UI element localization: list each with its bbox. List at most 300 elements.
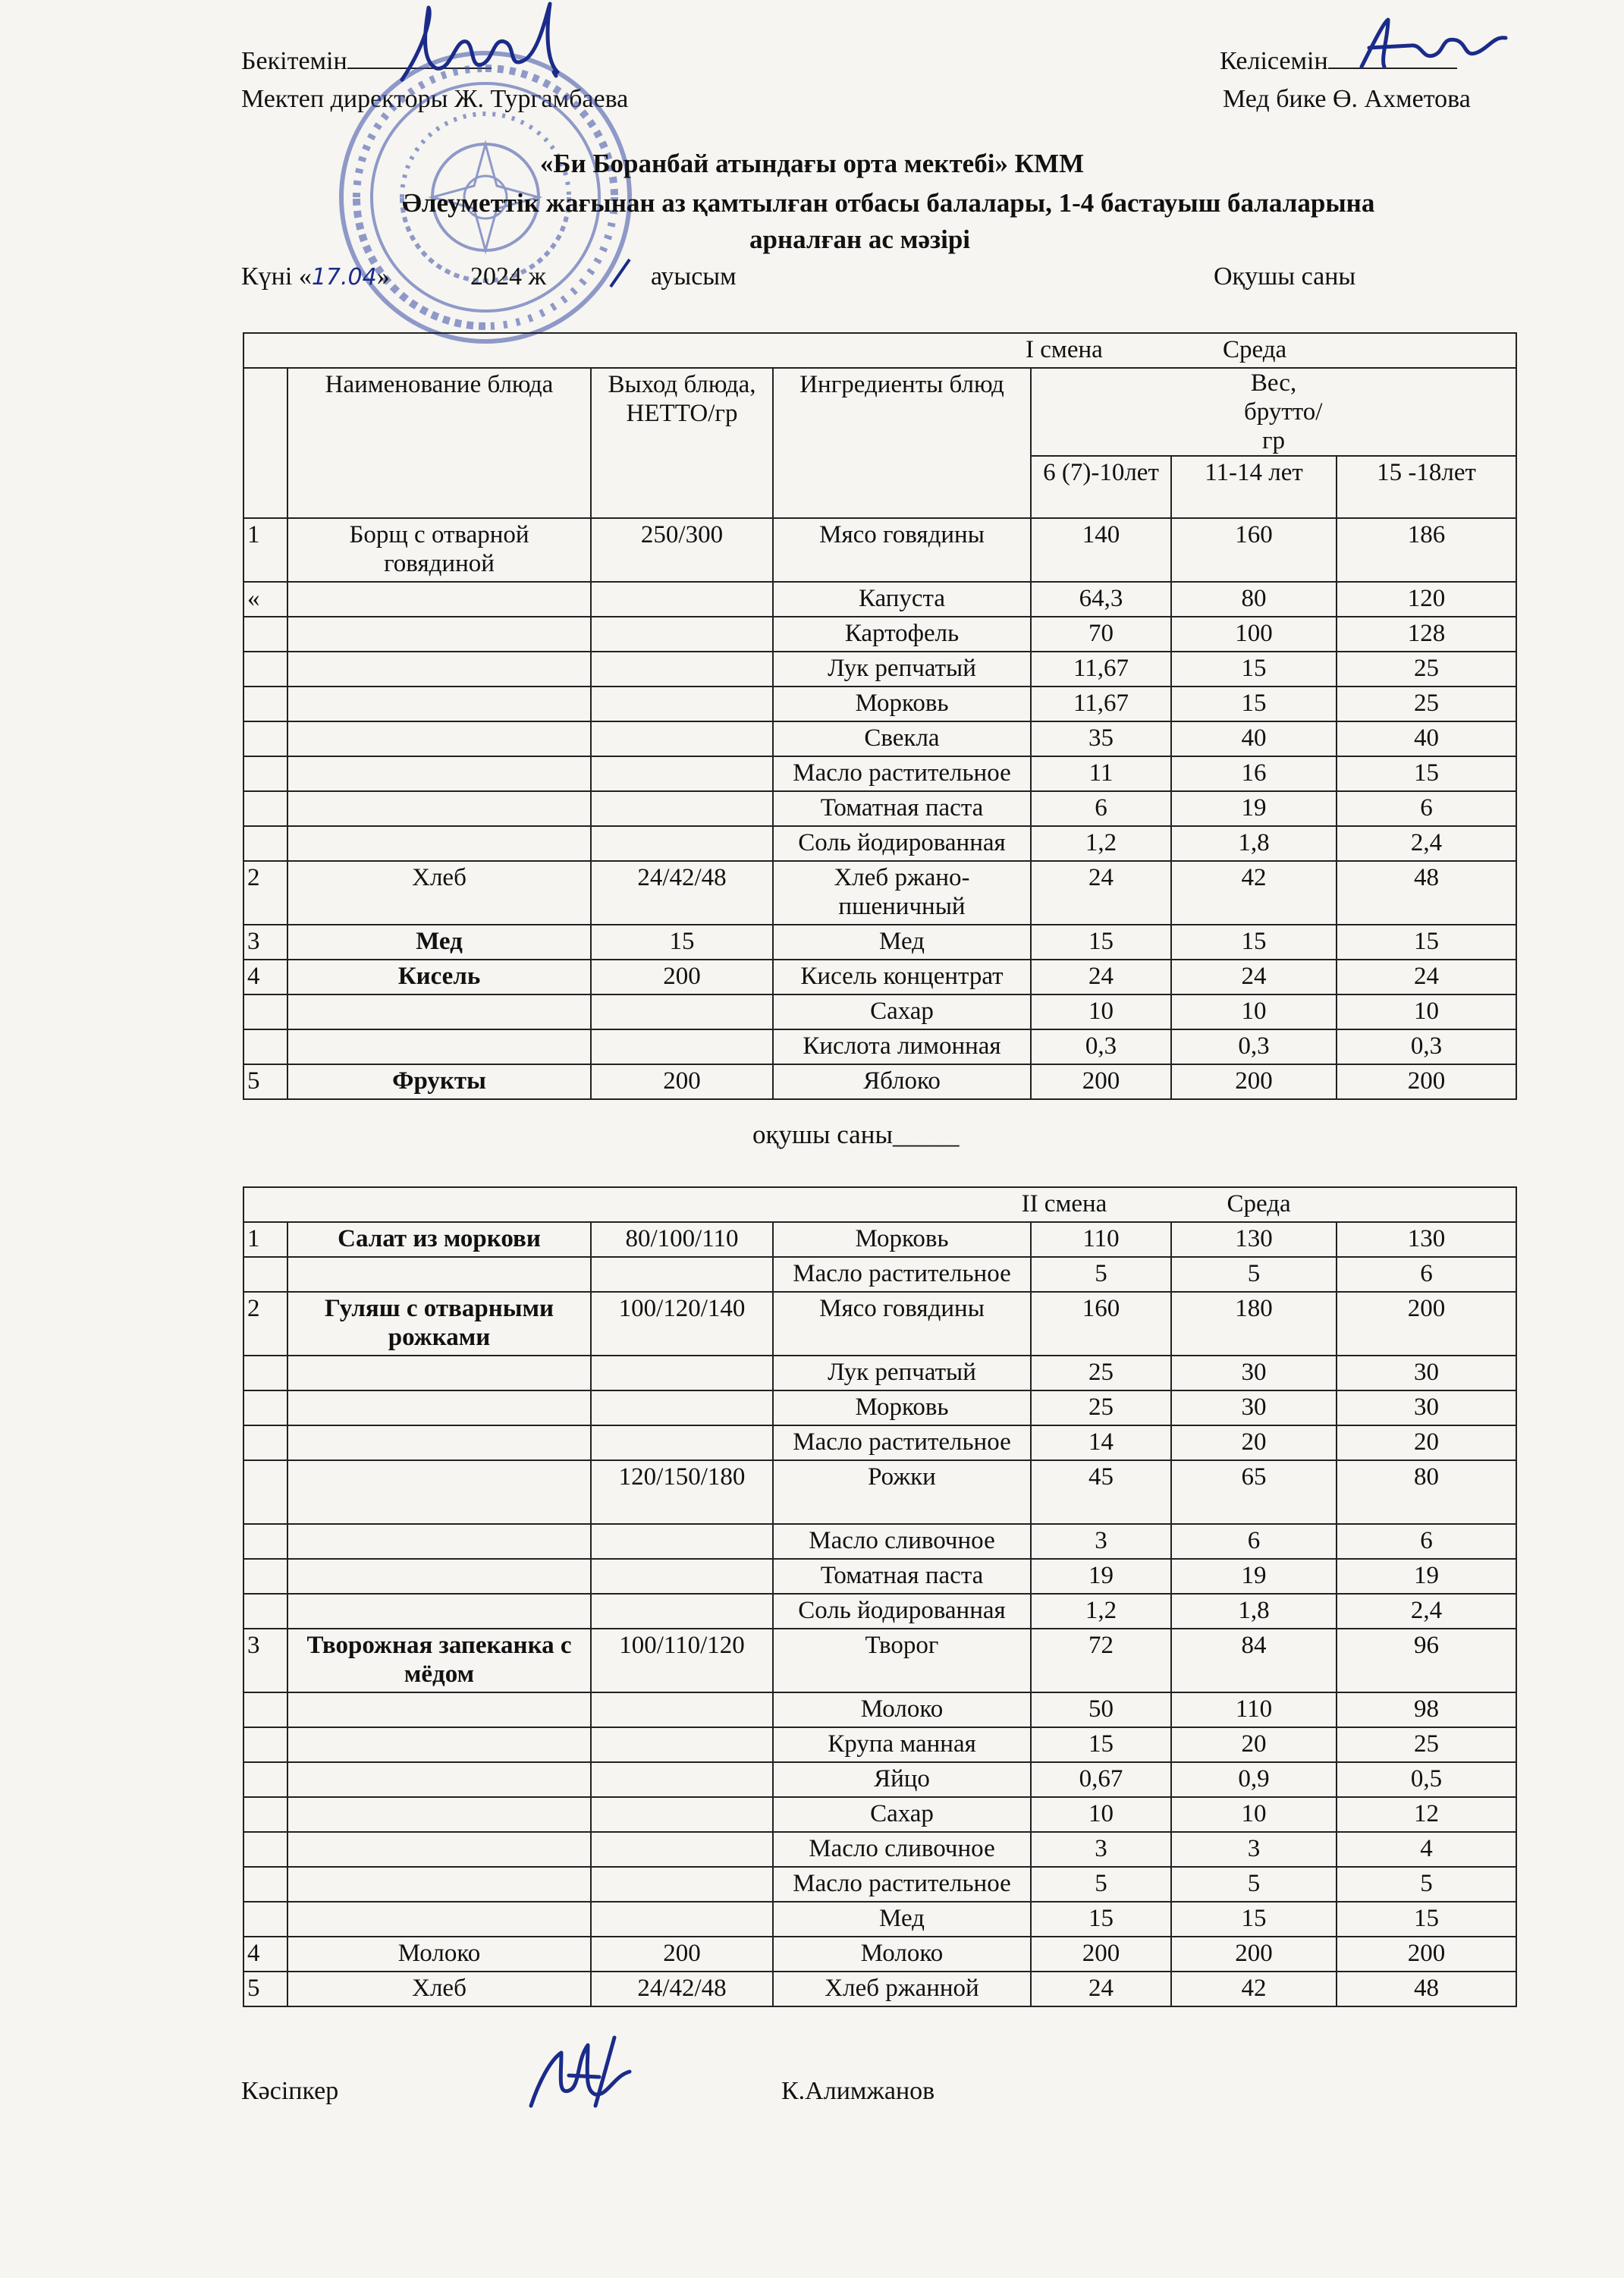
col-weight: Вес, брутто/ гр bbox=[1031, 368, 1516, 456]
weight-age-3: 19 bbox=[1337, 1559, 1516, 1594]
ingredient-name: Кисель концентрат bbox=[773, 960, 1031, 994]
weight-age-2: 1,8 bbox=[1171, 1594, 1337, 1629]
weight-age-2: 160 bbox=[1171, 518, 1337, 582]
dish-output: 200 bbox=[591, 1064, 773, 1099]
weight-age-1: 160 bbox=[1031, 1292, 1171, 1356]
row-number bbox=[243, 1356, 287, 1390]
row-number bbox=[243, 617, 287, 652]
table-row bbox=[243, 791, 1516, 826]
weight-age-2: 19 bbox=[1171, 1559, 1337, 1594]
row-number bbox=[243, 1559, 287, 1594]
row-number: 3 bbox=[243, 1629, 287, 1692]
weight-age-1: 15 bbox=[1031, 925, 1171, 960]
row-number: 1 bbox=[243, 1222, 287, 1257]
dish-name bbox=[287, 1594, 591, 1629]
weight-age-1: 110 bbox=[1031, 1222, 1171, 1257]
weight-age-1: 24 bbox=[1031, 1972, 1171, 2006]
dish-output bbox=[591, 1029, 773, 1064]
row-number: 4 bbox=[243, 960, 287, 994]
menu-table-shift-1 bbox=[243, 332, 1517, 1100]
table-row bbox=[243, 1559, 1516, 1594]
dish-output: 250/300 bbox=[591, 518, 773, 582]
ingredient-name: Морковь bbox=[773, 1390, 1031, 1425]
dish-name bbox=[287, 1356, 591, 1390]
agree-label: Келісемін bbox=[1220, 47, 1457, 76]
ingredient-name: Сахар bbox=[773, 994, 1031, 1029]
ingredient-name: Рожки bbox=[773, 1460, 1031, 1524]
row-number: « bbox=[243, 582, 287, 617]
weight-age-2: 3 bbox=[1171, 1832, 1337, 1867]
row-number: 2 bbox=[243, 861, 287, 925]
dish-output bbox=[591, 1692, 773, 1727]
row-number bbox=[243, 652, 287, 687]
table-row bbox=[243, 1972, 1516, 2006]
dish-output bbox=[591, 652, 773, 687]
weight-age-1: 11,67 bbox=[1031, 687, 1171, 721]
weight-age-2: 24 bbox=[1171, 960, 1337, 994]
dish-name bbox=[287, 1559, 591, 1594]
dish-name: Мед bbox=[287, 925, 591, 960]
weight-age-1: 24 bbox=[1031, 861, 1171, 925]
col-dish-name: Наименование блюда bbox=[287, 368, 591, 518]
row-number: 1 bbox=[243, 518, 287, 582]
ingredient-name: Масло растительное bbox=[773, 1425, 1031, 1460]
ingredient-name: Мед bbox=[773, 1902, 1031, 1937]
weight-age-3: 30 bbox=[1337, 1390, 1516, 1425]
weight-age-1: 15 bbox=[1031, 1727, 1171, 1762]
weight-age-3: 12 bbox=[1337, 1797, 1516, 1832]
table-row bbox=[243, 1902, 1516, 1937]
table-caption-row bbox=[243, 333, 1516, 368]
table-row bbox=[243, 1797, 1516, 1832]
weight-age-1: 200 bbox=[1031, 1064, 1171, 1099]
ingredient-name: Яблоко bbox=[773, 1064, 1031, 1099]
row-number bbox=[243, 1524, 287, 1559]
dish-name bbox=[287, 1390, 591, 1425]
dish-name bbox=[287, 1797, 591, 1832]
weight-age-2: 20 bbox=[1171, 1727, 1337, 1762]
day-label: Күні « bbox=[241, 262, 312, 291]
dish-output bbox=[591, 1257, 773, 1292]
dish-output bbox=[591, 1594, 773, 1629]
weight-age-3: 5 bbox=[1337, 1867, 1516, 1902]
dish-output: 100/110/120 bbox=[591, 1629, 773, 1692]
weight-age-3: 40 bbox=[1337, 721, 1516, 756]
weight-age-3: 128 bbox=[1337, 617, 1516, 652]
weight-age-2: 200 bbox=[1171, 1937, 1337, 1972]
weight-age-1: 1,2 bbox=[1031, 1594, 1171, 1629]
table-row bbox=[243, 1629, 1516, 1692]
table-row bbox=[243, 925, 1516, 960]
dish-name: Хлеб bbox=[287, 861, 591, 925]
dish-output bbox=[591, 721, 773, 756]
weight-age-1: 5 bbox=[1031, 1867, 1171, 1902]
weight-age-2: 100 bbox=[1171, 617, 1337, 652]
weight-age-1: 64,3 bbox=[1031, 582, 1171, 617]
weight-age-3: 6 bbox=[1337, 791, 1516, 826]
table-row bbox=[243, 1390, 1516, 1425]
dish-name bbox=[287, 721, 591, 756]
weight-age-2: 15 bbox=[1171, 925, 1337, 960]
table-row bbox=[243, 1064, 1516, 1099]
weight-age-3: 25 bbox=[1337, 687, 1516, 721]
row-number bbox=[243, 756, 287, 791]
row-number bbox=[243, 826, 287, 861]
row-number bbox=[243, 1460, 287, 1524]
ingredient-name: Масло растительное bbox=[773, 1257, 1031, 1292]
weight-age-2: 30 bbox=[1171, 1390, 1337, 1425]
table-row bbox=[243, 1292, 1516, 1356]
ingredient-name: Масло растительное bbox=[773, 756, 1031, 791]
row-number bbox=[243, 1762, 287, 1797]
weight-age-2: 20 bbox=[1171, 1425, 1337, 1460]
table-row bbox=[243, 756, 1516, 791]
dish-name bbox=[287, 994, 591, 1029]
dish-name: Кисель bbox=[287, 960, 591, 994]
weight-age-2: 200 bbox=[1171, 1064, 1337, 1099]
ingredient-name: Морковь bbox=[773, 687, 1031, 721]
dish-output bbox=[591, 1356, 773, 1390]
dish-output bbox=[591, 1559, 773, 1594]
weight-age-3: 6 bbox=[1337, 1257, 1516, 1292]
dish-name bbox=[287, 1902, 591, 1937]
ingredient-name: Соль йодированная bbox=[773, 826, 1031, 861]
dish-output: 24/42/48 bbox=[591, 861, 773, 925]
weight-age-3: 120 bbox=[1337, 582, 1516, 617]
weight-age-2: 6 bbox=[1171, 1524, 1337, 1559]
table-row bbox=[243, 617, 1516, 652]
dish-name bbox=[287, 826, 591, 861]
ingredient-name: Мясо говядины bbox=[773, 1292, 1031, 1356]
row-number bbox=[243, 1692, 287, 1727]
row-number bbox=[243, 721, 287, 756]
weight-age-2: 30 bbox=[1171, 1356, 1337, 1390]
weight-age-1: 0,3 bbox=[1031, 1029, 1171, 1064]
table-row bbox=[243, 518, 1516, 582]
weight-age-1: 140 bbox=[1031, 518, 1171, 582]
dish-output bbox=[591, 687, 773, 721]
weight-age-2: 15 bbox=[1171, 1902, 1337, 1937]
weight-age-1: 10 bbox=[1031, 1797, 1171, 1832]
dish-name bbox=[287, 1867, 591, 1902]
weight-age-2: 5 bbox=[1171, 1867, 1337, 1902]
director-name: Мектеп директоры Ж. Тургамбаева bbox=[241, 85, 629, 113]
table-row bbox=[243, 994, 1516, 1029]
ingredient-name: Хлеб ржанной bbox=[773, 1972, 1031, 2006]
weight-age-3: 15 bbox=[1337, 1902, 1516, 1937]
row-number bbox=[243, 1832, 287, 1867]
row-number bbox=[243, 1257, 287, 1292]
dish-output: 200 bbox=[591, 1937, 773, 1972]
ingredient-name: Масло сливочное bbox=[773, 1524, 1031, 1559]
ingredient-name: Кислота лимонная bbox=[773, 1029, 1031, 1064]
weight-age-3: 10 bbox=[1337, 994, 1516, 1029]
ingredient-name: Творог bbox=[773, 1629, 1031, 1692]
shift-caption: II смена bbox=[1021, 1190, 1107, 1218]
weight-age-2: 16 bbox=[1171, 756, 1337, 791]
weight-age-1: 35 bbox=[1031, 721, 1171, 756]
table-row bbox=[243, 1222, 1516, 1257]
row-number bbox=[243, 1594, 287, 1629]
dish-name bbox=[287, 1524, 591, 1559]
menu-subtitle-1: Әлеуметтік жағынан аз қамтылған отбасы балалары, 1-4 бастауыш балаларына bbox=[402, 188, 1375, 218]
year-label: 2024 ж bbox=[470, 262, 546, 291]
dish-output bbox=[591, 1524, 773, 1559]
row-number: 4 bbox=[243, 1937, 287, 1972]
dish-name bbox=[287, 756, 591, 791]
dish-output bbox=[591, 1867, 773, 1902]
approve-label: Бекітемін bbox=[241, 47, 492, 76]
weight-age-3: 48 bbox=[1337, 861, 1516, 925]
dish-name bbox=[287, 1257, 591, 1292]
ingredient-name: Капуста bbox=[773, 582, 1031, 617]
weight-age-1: 50 bbox=[1031, 1692, 1171, 1727]
weight-age-1: 72 bbox=[1031, 1629, 1171, 1692]
dish-output: 80/100/110 bbox=[591, 1222, 773, 1257]
table-row bbox=[243, 1594, 1516, 1629]
dish-name: Хлеб bbox=[287, 1972, 591, 2006]
dish-output bbox=[591, 994, 773, 1029]
dish-name bbox=[287, 1029, 591, 1064]
dish-output bbox=[591, 1762, 773, 1797]
row-number bbox=[243, 1029, 287, 1064]
nurse-name: Мед бике Ө. Ахметова bbox=[1223, 85, 1471, 113]
weight-age-3: 96 bbox=[1337, 1629, 1516, 1692]
date-line bbox=[241, 262, 390, 291]
row-number: 3 bbox=[243, 925, 287, 960]
dish-name: Творожная запеканка с мёдом bbox=[287, 1629, 591, 1692]
weight-age-1: 5 bbox=[1031, 1257, 1171, 1292]
dish-name bbox=[287, 1692, 591, 1727]
row-number bbox=[243, 791, 287, 826]
table-row bbox=[243, 1762, 1516, 1797]
table-row bbox=[243, 582, 1516, 617]
dish-output bbox=[591, 1727, 773, 1762]
weight-age-2: 0,9 bbox=[1171, 1762, 1337, 1797]
quote-close: » bbox=[376, 262, 390, 291]
weight-age-1: 25 bbox=[1031, 1390, 1171, 1425]
shift-label: ауысым bbox=[651, 262, 737, 291]
ingredient-name: Масло растительное bbox=[773, 1867, 1031, 1902]
ingredient-name: Лук репчатый bbox=[773, 652, 1031, 687]
students-count-label: Оқушы саны bbox=[1214, 262, 1356, 291]
weight-age-2: 10 bbox=[1171, 1797, 1337, 1832]
dish-output bbox=[591, 1902, 773, 1937]
weight-age-1: 70 bbox=[1031, 617, 1171, 652]
table-header-row bbox=[243, 368, 1516, 456]
weight-age-1: 3 bbox=[1031, 1524, 1171, 1559]
weight-age-2: 1,8 bbox=[1171, 826, 1337, 861]
weight-age-2: 180 bbox=[1171, 1292, 1337, 1356]
menu-table-shift-2 bbox=[243, 1186, 1517, 2007]
dish-output: 200 bbox=[591, 960, 773, 994]
weight-age-3: 30 bbox=[1337, 1356, 1516, 1390]
weight-age-3: 6 bbox=[1337, 1524, 1516, 1559]
weight-age-3: 20 bbox=[1337, 1425, 1516, 1460]
day-caption: Среда bbox=[1223, 336, 1287, 363]
dish-name bbox=[287, 1762, 591, 1797]
weight-age-2: 42 bbox=[1171, 861, 1337, 925]
weight-age-1: 10 bbox=[1031, 994, 1171, 1029]
ingredient-name: Мед bbox=[773, 925, 1031, 960]
weight-age-1: 11,67 bbox=[1031, 652, 1171, 687]
ingredient-name: Сахар bbox=[773, 1797, 1031, 1832]
dish-name: Салат из моркови bbox=[287, 1222, 591, 1257]
dish-name bbox=[287, 652, 591, 687]
weight-age-1: 45 bbox=[1031, 1460, 1171, 1524]
dish-output bbox=[591, 756, 773, 791]
weight-age-2: 110 bbox=[1171, 1692, 1337, 1727]
weight-age-1: 200 bbox=[1031, 1937, 1171, 1972]
menu-subtitle-2: арналған ас мәзірі bbox=[749, 225, 971, 254]
weight-age-1: 0,67 bbox=[1031, 1762, 1171, 1797]
dish-name bbox=[287, 1425, 591, 1460]
row-number bbox=[243, 1390, 287, 1425]
col-output: Выход блюда, НЕТТО/гр bbox=[591, 368, 773, 518]
table-caption-row bbox=[243, 1187, 1516, 1222]
table-row bbox=[243, 1524, 1516, 1559]
weight-age-3: 25 bbox=[1337, 1727, 1516, 1762]
row-number bbox=[243, 687, 287, 721]
weight-age-1: 25 bbox=[1031, 1356, 1171, 1390]
weight-age-3: 98 bbox=[1337, 1692, 1516, 1727]
col-age-2: 11-14 лет bbox=[1171, 456, 1337, 518]
weight-age-3: 25 bbox=[1337, 652, 1516, 687]
dish-output bbox=[591, 1425, 773, 1460]
table-row bbox=[243, 1692, 1516, 1727]
dish-output bbox=[591, 1832, 773, 1867]
weight-age-2: 5 bbox=[1171, 1257, 1337, 1292]
row-number bbox=[243, 1425, 287, 1460]
dish-output bbox=[591, 617, 773, 652]
director-signature-icon bbox=[394, 0, 569, 91]
weight-age-2: 80 bbox=[1171, 582, 1337, 617]
dish-output: 15 bbox=[591, 925, 773, 960]
ingredient-name: Морковь bbox=[773, 1222, 1031, 1257]
ingredient-name: Свекла bbox=[773, 721, 1031, 756]
table-row bbox=[243, 1257, 1516, 1292]
weight-age-3: 15 bbox=[1337, 925, 1516, 960]
weight-age-1: 11 bbox=[1031, 756, 1171, 791]
dish-output bbox=[591, 791, 773, 826]
students-count-line: оқушы саны_____ bbox=[752, 1120, 960, 1149]
dish-name: Фрукты bbox=[287, 1064, 591, 1099]
weight-age-3: 200 bbox=[1337, 1064, 1516, 1099]
table-row bbox=[243, 1425, 1516, 1460]
table-row bbox=[243, 960, 1516, 994]
dish-name bbox=[287, 1832, 591, 1867]
weight-age-3: 200 bbox=[1337, 1937, 1516, 1972]
shift-caption: I смена bbox=[1026, 336, 1103, 363]
date-handwritten: 17.04 bbox=[311, 264, 377, 291]
table-row bbox=[243, 652, 1516, 687]
weight-age-2: 42 bbox=[1171, 1972, 1337, 2006]
table-row bbox=[243, 1867, 1516, 1902]
weight-age-1: 15 bbox=[1031, 1902, 1171, 1937]
weight-age-2: 15 bbox=[1171, 652, 1337, 687]
footer-name: К.Алимжанов bbox=[781, 2077, 935, 2105]
ingredient-name: Яйцо bbox=[773, 1762, 1031, 1797]
table-row bbox=[243, 861, 1516, 925]
nurse-signature-icon bbox=[1350, 14, 1509, 74]
weight-age-3: 2,4 bbox=[1337, 826, 1516, 861]
table-row bbox=[243, 1356, 1516, 1390]
day-caption: Среда bbox=[1227, 1190, 1291, 1218]
weight-age-3: 130 bbox=[1337, 1222, 1516, 1257]
row-number bbox=[243, 1727, 287, 1762]
dish-name: Молоко bbox=[287, 1937, 591, 1972]
weight-age-2: 84 bbox=[1171, 1629, 1337, 1692]
col-age-1: 6 (7)-10лет bbox=[1031, 456, 1171, 518]
dish-output bbox=[591, 1390, 773, 1425]
weight-age-3: 2,4 bbox=[1337, 1594, 1516, 1629]
dish-output: 24/42/48 bbox=[591, 1972, 773, 2006]
weight-age-1: 19 bbox=[1031, 1559, 1171, 1594]
ingredient-name: Томатная паста bbox=[773, 791, 1031, 826]
weight-age-2: 19 bbox=[1171, 791, 1337, 826]
ingredient-name: Крупа манная bbox=[773, 1727, 1031, 1762]
dish-output bbox=[591, 826, 773, 861]
ingredient-name: Молоко bbox=[773, 1692, 1031, 1727]
dish-name bbox=[287, 582, 591, 617]
table-row bbox=[243, 826, 1516, 861]
dish-name bbox=[287, 617, 591, 652]
weight-age-1: 14 bbox=[1031, 1425, 1171, 1460]
dish-name: Гуляш с отварными рожками bbox=[287, 1292, 591, 1356]
weight-age-3: 48 bbox=[1337, 1972, 1516, 2006]
weight-age-3: 80 bbox=[1337, 1460, 1516, 1524]
dish-output: 100/120/140 bbox=[591, 1292, 773, 1356]
ingredient-name: Хлеб ржано-пшеничный bbox=[773, 861, 1031, 925]
ingredient-name: Лук репчатый bbox=[773, 1356, 1031, 1390]
row-number: 5 bbox=[243, 1972, 287, 2006]
row-number bbox=[243, 1867, 287, 1902]
weight-age-1: 6 bbox=[1031, 791, 1171, 826]
dish-output: 120/150/180 bbox=[591, 1460, 773, 1524]
weight-age-2: 0,3 bbox=[1171, 1029, 1337, 1064]
weight-age-3: 4 bbox=[1337, 1832, 1516, 1867]
dish-name bbox=[287, 1727, 591, 1762]
table-row bbox=[243, 687, 1516, 721]
table-row bbox=[243, 1832, 1516, 1867]
dish-output bbox=[591, 582, 773, 617]
table-row bbox=[243, 1460, 1516, 1524]
table-row bbox=[243, 1029, 1516, 1064]
weight-age-3: 0,5 bbox=[1337, 1762, 1516, 1797]
weight-age-2: 10 bbox=[1171, 994, 1337, 1029]
ingredient-name: Мясо говядины bbox=[773, 518, 1031, 582]
weight-age-1: 1,2 bbox=[1031, 826, 1171, 861]
table-row bbox=[243, 1937, 1516, 1972]
dish-output bbox=[591, 1797, 773, 1832]
weight-age-3: 15 bbox=[1337, 756, 1516, 791]
ingredient-name: Картофель bbox=[773, 617, 1031, 652]
ingredient-name: Молоко bbox=[773, 1937, 1031, 1972]
row-number: 2 bbox=[243, 1292, 287, 1356]
weight-age-3: 24 bbox=[1337, 960, 1516, 994]
weight-age-1: 24 bbox=[1031, 960, 1171, 994]
row-number bbox=[243, 1797, 287, 1832]
row-number bbox=[243, 994, 287, 1029]
col-ingredients: Ингредиенты блюд bbox=[773, 368, 1031, 518]
weight-age-1: 3 bbox=[1031, 1832, 1171, 1867]
row-number bbox=[243, 1902, 287, 1937]
table-row bbox=[243, 1727, 1516, 1762]
weight-age-2: 130 bbox=[1171, 1222, 1337, 1257]
dish-name bbox=[287, 1460, 591, 1524]
weight-age-3: 0,3 bbox=[1337, 1029, 1516, 1064]
dish-name bbox=[287, 687, 591, 721]
